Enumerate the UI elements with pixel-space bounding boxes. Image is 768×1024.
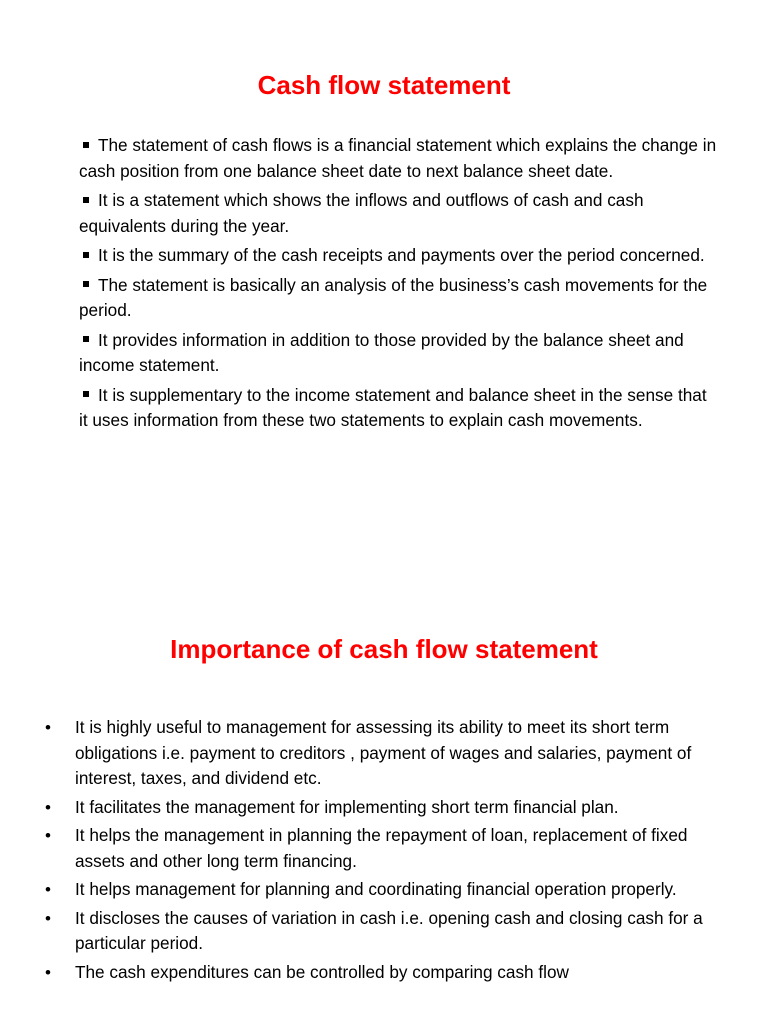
page-title: Cash flow statement: [257, 70, 511, 100]
square-bullet-icon: [83, 281, 89, 287]
list-item: [45, 823, 735, 874]
bullet-icon: •: [45, 962, 51, 982]
list-item-text: The cash expenditures can be controlled by comparing cash flow: [75, 961, 569, 982]
list-item: [79, 383, 719, 434]
square-bullet-icon: [83, 142, 89, 148]
list-item: [45, 715, 735, 792]
list-item-text: It is supplementary to the income statement and balance sheet in the sense that it uses information from these two statements to explain cash movements.: [79, 384, 707, 430]
square-bullet-icon: [83, 252, 89, 258]
list-item: [45, 877, 735, 903]
list-item-text: It discloses the causes of variation in cash i.e. opening cash and closing cash for a particular period.: [75, 907, 703, 953]
bullet-icon: •: [45, 826, 51, 845]
list-item: [45, 906, 735, 957]
list-item: [79, 133, 719, 184]
square-bullet-icon: [83, 391, 89, 397]
list-item: [79, 243, 719, 269]
list-item: [79, 328, 719, 379]
list-item-text: It is highly useful to management for assessing its ability to meet its short term obligations i.e. payment to creditors , payment of wages and salaries, payment of interest, taxes, and dividend etc.: [75, 717, 692, 788]
list-item: [79, 273, 719, 324]
section-heading: Importance of cash flow statement: [170, 634, 598, 664]
list-item: [45, 795, 735, 821]
list-item-text: It is the summary of the cash receipts and payments over the period concerned.: [98, 245, 705, 265]
bullet-icon: •: [45, 908, 51, 928]
list-item-text: It is a statement which shows the inflows and outflows of cash and cash equivalents during the year.: [79, 190, 644, 236]
square-bullet-icon: [83, 197, 89, 203]
definition-list: [79, 133, 719, 438]
list-item-text: It facilitates the management for implementing short term financial plan.: [75, 796, 619, 817]
list-item-text: The statement of cash flows is a financial statement which explains the change in cash position from one balance sheet date to next balance sheet date.: [79, 135, 717, 181]
list-item-text: It provides information in addition to those provided by the balance sheet and income statement.: [79, 329, 684, 375]
importance-list: [45, 715, 735, 988]
bullet-icon: •: [45, 718, 51, 737]
list-item: [45, 960, 735, 986]
list-item-text: It helps management for planning and coordinating financial operation properly.: [75, 879, 677, 899]
list-item-text: It helps the management in planning the repayment of loan, replacement of fixed assets and other long term financing.: [75, 825, 688, 871]
bullet-icon: •: [45, 880, 51, 899]
list-item-text: The statement is basically an analysis of the business’s cash movements for the period.: [79, 274, 708, 320]
list-item: [79, 188, 719, 239]
square-bullet-icon: [83, 336, 89, 342]
bullet-icon: •: [45, 797, 51, 817]
